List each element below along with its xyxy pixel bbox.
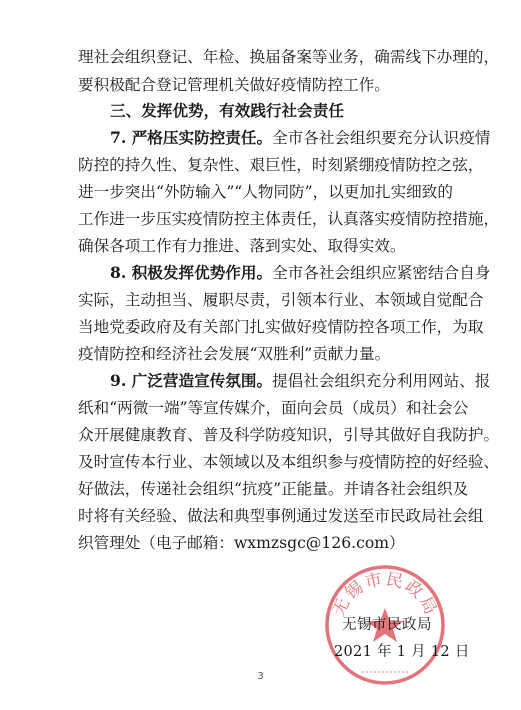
- page-number: 3: [257, 671, 264, 682]
- signature-date: 2021 年 1 月 12 日: [334, 644, 470, 660]
- body-line: 好做法，传递社会组织“抗疫”正能量。并请各社会组织及: [78, 480, 469, 498]
- item-8-first-text: 全市各社会组织应紧密结合自身: [272, 264, 491, 282]
- item-8-title: 8. 积极发挥优势作用。: [110, 263, 273, 282]
- item-7-first-text: 全市各社会组织要充分认识疫情: [272, 129, 491, 147]
- body-line: 确保各项工作有力推进、落到实处、取得实效。: [78, 237, 406, 255]
- item-7-title: 7. 严格压实防控责任。: [110, 128, 273, 147]
- item-9-first-line: [0, 371, 521, 391]
- body-line: 织管理处（电子邮箱：wxmzsgc@126.com）: [78, 534, 405, 552]
- item-8-first-line: [0, 263, 521, 283]
- body-line: 理社会组织登记、年检、换届备案等业务，确需线下办理的，: [78, 48, 500, 66]
- body-line: 众开展健康教育、普及科学防疫知识，引导其做好自我防护。: [78, 426, 500, 444]
- body-line: 时将有关经验、做法和典型事例通过发送至市民政局社会组: [78, 507, 484, 525]
- item-9-title: 9. 广泛营造宣传氛围。: [110, 371, 273, 390]
- body-line: 及时宣传本行业、本领域以及本组织参与疫情防控的好经验、: [78, 453, 500, 471]
- body-line: 疫情防控和经济社会发展“双胜利”贡献力量。: [78, 345, 391, 363]
- item-9-first-text: 提倡社会组织充分利用网站、报: [272, 372, 491, 390]
- section-heading: 三、发挥优势，有效践行社会责任: [110, 101, 344, 120]
- body-line: 要积极配合登记管理机关做好疫情防控工作。: [78, 76, 390, 94]
- body-line: 进一步突出“外防输入”“人物同防”，以更加扎实细致的: [78, 183, 453, 201]
- body-line: 当地党委政府及有关部门扎实做好疫情防控各项工作，为取: [78, 318, 484, 336]
- body-line: 工作进一步压实疫情防控主体责任，认真落实疫情防控措施，: [78, 210, 500, 228]
- body-line: 实际，主动担当、履职尽责，引领本行业、本领域自觉配合: [78, 291, 484, 309]
- body-line: 防控的持久性、复杂性、艰巨性，时刻紧绷疫情防控之弦，: [78, 156, 484, 174]
- signature-org: 无锡市民政局: [342, 617, 432, 633]
- seal-text: 无锡市民政局: [328, 569, 442, 620]
- item-7-first-line: [0, 128, 521, 148]
- body-line: 纸和“两微一端”等宣传媒介，面向会员（成员）和社会公: [78, 399, 469, 417]
